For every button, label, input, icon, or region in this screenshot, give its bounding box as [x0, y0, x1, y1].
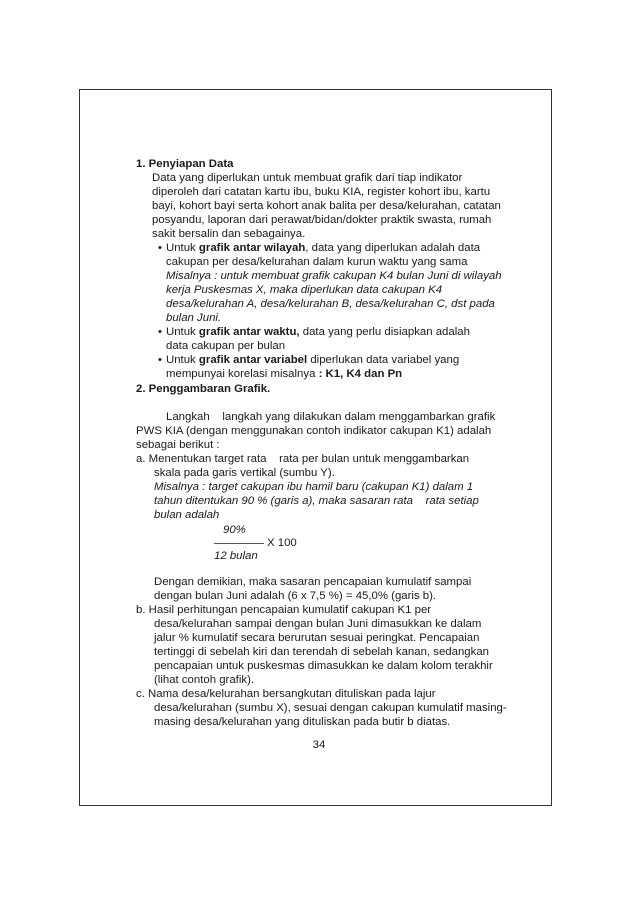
item-a-example: bulan adalah — [154, 509, 220, 521]
paragraph-line: diperoleh dari catatan kartu ibu, buku KIA, register kohort ibu, kartu — [152, 186, 491, 198]
bullet-text: mempunyai korelasi misalnya — [166, 368, 319, 380]
bullet-text: diperlukan data variabel yang — [307, 354, 460, 366]
item-a-result: Dengan demikian, maka sasaran pencapaian kumulatif sampai — [154, 576, 472, 588]
example-line: desa/kelurahan A, desa/kelurahan B, desa/kelurahan C, dst pada — [166, 298, 495, 310]
fraction-numerator: 90% — [223, 524, 246, 536]
bullet-grafik-antar-waktu — [154, 325, 470, 339]
item-a-result: dengan bulan Juni adalah (6 x 7,5 %) = 45,0% (garis b). — [154, 590, 437, 602]
bullet-bold-text: grafik antar wilayah — [198, 242, 306, 254]
example-line: kerja Puskesmas X, maka diperlukan data cakupan K4 — [166, 284, 443, 296]
bullet-text: Untuk — [166, 242, 199, 254]
item-a-line: a. Menentukan target rata rata per bulan untuk menggambarkan — [136, 453, 470, 465]
example-line: Misalnya : untuk membuat grafik cakupan K4 bulan Juni di wilayah — [166, 270, 502, 282]
item-c-line: c. Nama desa/kelurahan bersangkutan dituliskan pada lajur — [136, 688, 436, 700]
bullet-bold-text: : K1, K4 dan Pn — [318, 368, 403, 380]
page-number: 34 — [312, 739, 326, 751]
bullet-icon: • — [158, 354, 162, 366]
bullet-continuation: data cakupan per bulan — [166, 340, 286, 352]
bullet-continuation: cakupan per desa/kelurahan dalam kurun waktu yang sama — [166, 256, 468, 268]
item-c-line: masing desa/kelurahan yang dituliskan pada butir b diatas. — [154, 716, 451, 728]
bullet-bold-text: grafik antar waktu, — [198, 326, 300, 338]
paragraph-line: posyandu, laporan dari perawat/bidan/dokter praktik swasta, rumah — [152, 214, 492, 226]
paragraph-line: sakit bersalin dan sebagainya. — [152, 228, 306, 240]
section-1-heading: 1. Penyiapan Data — [136, 158, 234, 170]
bullet-bold-text: grafik antar variabel — [198, 354, 308, 366]
item-b-line: b. Hasil perhitungan pencapaian kumulatif cakupan K1 per — [136, 604, 432, 616]
item-a-example: Misalnya : target cakupan ibu hamil baru (cakupan K1) dalam 1 — [154, 481, 474, 493]
intro-line: Langkah langkah yang dilakukan dalam menggambarkan grafik — [166, 411, 496, 423]
paragraph-line: Data yang diperlukan untuk membuat grafik dari tiap indikator — [152, 172, 463, 184]
item-b-line: (lihat contoh grafik). — [154, 674, 255, 686]
bullet-text: , data yang diperlukan adalah data — [305, 242, 481, 254]
bullet-text: data yang perlu disiapkan adalah — [299, 326, 470, 338]
item-b-line: jalur % kumulatif secara berurutan sesuai peringkat. Pencapaian — [154, 632, 480, 644]
multiply-factor: X 100 — [267, 537, 297, 549]
paragraph-line: bayi, kohort bayi serta kohort anak balita per desa/kelurahan, catatan — [152, 200, 501, 212]
example-line: bulan Juni. — [166, 312, 222, 324]
bullet-icon: • — [158, 326, 162, 338]
bullet-icon: • — [158, 242, 162, 254]
bullet-text: Untuk — [166, 326, 199, 338]
item-b-line: tertinggi di sebelah kiri dan terendah di sebelah kanan, sedangkan — [154, 646, 489, 658]
fraction-bar — [214, 543, 264, 544]
bullet-grafik-antar-variabel — [154, 353, 459, 367]
item-a-example: tahun ditentukan 90 % (garis a), maka sasaran rata rata setiap — [154, 495, 479, 507]
section-2-heading: 2. Penggambaran Grafik. — [136, 383, 271, 395]
bullet-grafik-antar-wilayah — [154, 241, 480, 255]
item-a-line: skala pada garis vertikal (sumbu Y). — [154, 467, 335, 479]
intro-line: PWS KIA (dengan menggunakan contoh indikator cakupan K1) adalah — [136, 425, 492, 437]
item-b-line: desa/kelurahan sampai dengan bulan Juni dimasukkan ke dalam — [154, 618, 482, 630]
item-b-line: pencapaian untuk puskesmas dimasukkan ke dalam kolom terakhir — [154, 660, 493, 672]
intro-line: sebagai berikut : — [136, 439, 220, 451]
item-c-line: desa/kelurahan (sumbu X), sesuai dengan cakupan kumulatif masing- — [154, 702, 507, 714]
fraction-denominator: 12 bulan — [214, 550, 258, 562]
bullet-continuation — [166, 367, 402, 381]
bullet-text: Untuk — [166, 354, 199, 366]
